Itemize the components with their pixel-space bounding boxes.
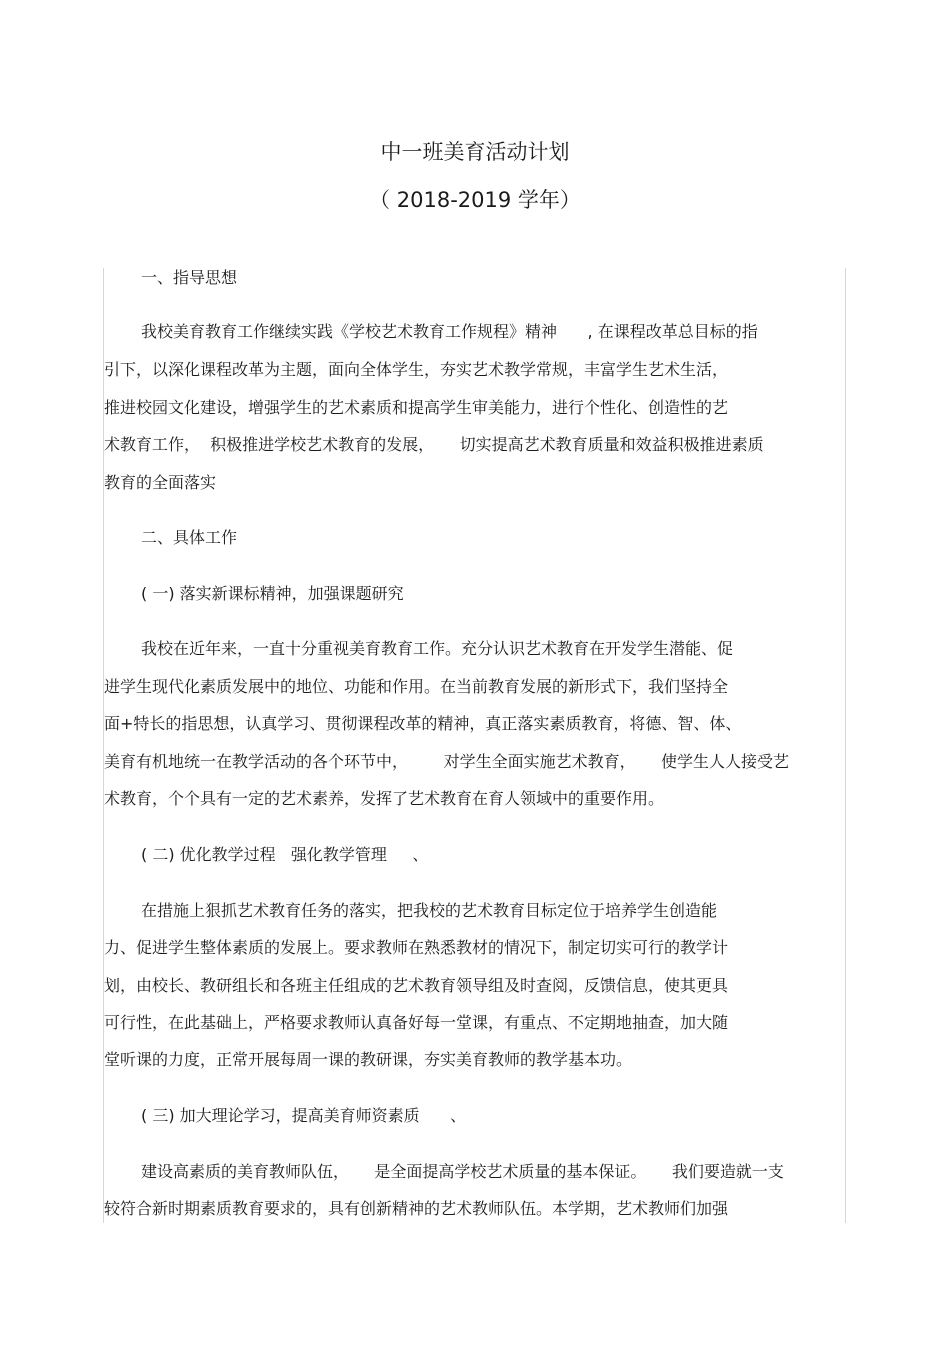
paragraph-line: 在措施上狠抓艺术教育任务的落实，把我校的艺术教育目标定位于培养学生创造能 (141, 901, 718, 920)
paragraph-line: 我校美育教育工作继续实践《学校艺术教育工作规程》精神 , 在课程改革总目标的指 (141, 322, 758, 341)
document-subtitle: （ 2018-2019 学年） (369, 188, 581, 212)
paragraph-line: 面+特长的指思想，认真学习、贯彻课程改革的精神，真正落实素质教育，将德、智、体、 (104, 714, 742, 733)
paragraph-line: 堂听课的力度，正常开展每周一课的教研课，夯实美育教师的教学基本功。 (104, 1050, 633, 1069)
paragraph-line: 建设高素质的美育教师队伍， 是全面提高学校艺术质量的基本保证。 我们要造就一支 (141, 1162, 784, 1181)
subsection-heading: ( 三) 加大理论学习，提高美育师资素质 、 (141, 1106, 467, 1125)
right-border-line (845, 268, 846, 1223)
paragraph-line: 我校在近年来，一直十分重视美育教育工作。充分认识艺术教育在开发学生潜能、促 (141, 639, 734, 658)
paragraph-line: 美育有机地统一在教学活动的各个环节中， 对学生全面实施艺术教育， 使学生人人接受艺 (104, 752, 790, 771)
paragraph-line: 术教育工作， 积极推进学校艺术教育的发展， 切实提高艺术教育质量和效益积极推进素质 (104, 435, 764, 454)
paragraph-line: 教育的全面落实 (104, 473, 217, 492)
paragraph-line: 引下，以深化课程改革为主题，面向全体学生，夯实艺术教学常规，丰富学生艺术生活， (104, 360, 729, 379)
paragraph-line: 术教育，个个具有一定的艺术素养，发挥了艺术教育在育人领域中的重要作用。 (104, 789, 665, 808)
paragraph-line: 较符合新时期素质教育要求的，具有创新精神的艺术教师队伍。本学期，艺术教师们加强 (104, 1199, 729, 1218)
subsection-heading: ( 二) 优化教学过程 强化教学管理 、 (141, 845, 429, 864)
paragraph-line: 划，由校长、教研组长和各班主任组成的艺术教育领导组及时查阅，反馈信息，使其更具 (104, 976, 729, 995)
document-title: 中一班美育活动计划 (380, 140, 570, 164)
subsection-heading: ( 一) 落实新课标精神，加强课题研究 (141, 584, 404, 603)
paragraph-line: 可行性，在此基础上，严格要求教师认真备好每一堂课，有重点、不定期地抽查，加大随 (104, 1013, 729, 1032)
section-heading: 二、具体工作 (141, 528, 238, 547)
paragraph-line: 推进校园文化建设，增强学生的艺术素质和提高学生审美能力，进行个性化、创造性的艺 (104, 398, 729, 417)
paragraph-line: 进学生现代化素质发展中的地位、功能和作用。在当前教育发展的新形式下，我们坚持全 (104, 677, 729, 696)
section-heading: 一、指导思想 (141, 268, 238, 287)
paragraph-line: 力、促进学生整体素质的发展上。要求教师在熟悉教材的情况下，制定切实可行的教学计 (104, 938, 729, 957)
